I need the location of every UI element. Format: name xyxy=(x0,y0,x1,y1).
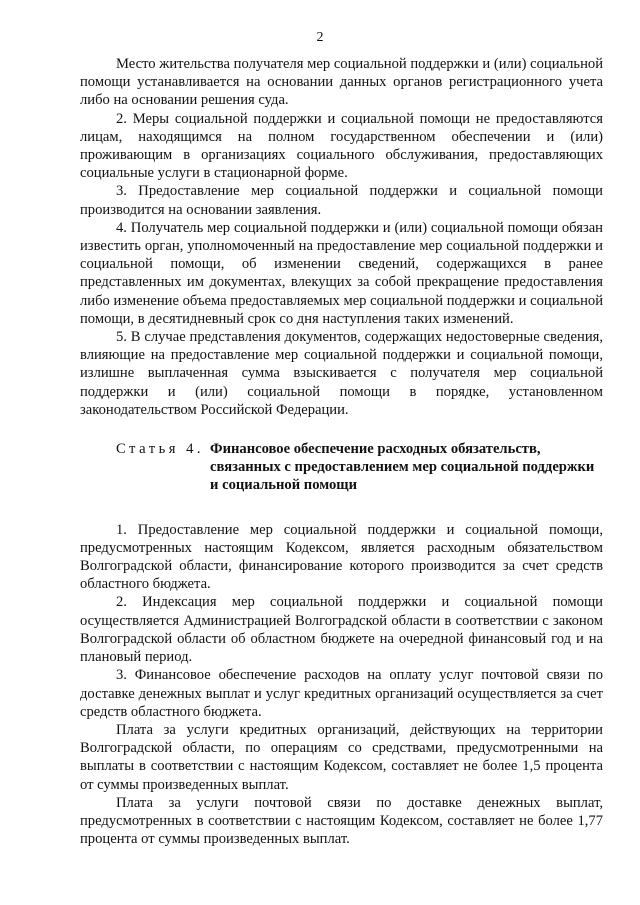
paragraph: 2. Индексация мер социальной поддержки и социальной помощи осуществляется Администрацией Волгоградской области в соответствии с законом Волгоградской области об областном бюджете на очередной финансовый год и на плановый период. xyxy=(80,594,603,666)
paragraph: 5. В случае представления документов, содержащих недостоверные сведения, влияющие на предоставление мер социальной поддержки и социальной помощи, излишне выплаченная сумма взыскивается с получателя мер социальной поддержки и (или) социальной помощи в порядке, установленном законодательством Российской Федерации. xyxy=(80,329,603,418)
paragraph: 4. Получатель мер социальной поддержки и (или) социальной помощи обязан известить орган, уполномоченный на предоставление мер социальной поддержки и социальной помощи, об изменении сведений, содержащихся в ранее представленных им документах, влекущих за собой прекращение предоставления либо изменение объема предоставляемых мер социальной поддержки и социальной помощи, в десятидневный срок со дня наступления таких изменений. xyxy=(80,219,603,327)
article-title-line: Финансовое обеспечение расходных обязательств, xyxy=(210,441,541,458)
document-body xyxy=(80,55,603,848)
article-title-line: связанных с предоставлением мер социальной поддержки xyxy=(210,459,595,476)
paragraph: Плата за услуги кредитных организаций, действующих на территории Волгоградской области, по операциям со средствами, предусмотренными на выплаты в соответствии с настоящим Кодексом, составляет не более 1,5 процента от суммы произведенных выплат. xyxy=(80,721,603,793)
paragraph: 2. Меры социальной поддержки и социальной помощи не предоставляются лицам, находящимся на полном государственном обеспечении и (или) проживающим в организациях социального обслуживания, предоставляющих социальные услуги в стационарной форме. xyxy=(80,110,603,182)
article-label: Статья 4. xyxy=(116,441,205,458)
paragraph: Плата за услуги почтовой связи по доставке денежных выплат, предусмотренных в соответствии с настоящим Кодексом, составляет не более 1,77 процента от суммы произведенных выплат. xyxy=(80,794,603,848)
paragraph: 3. Предоставление мер социальной поддержки и социальной помощи производится на основании заявления. xyxy=(80,183,603,218)
page-number: 2 xyxy=(316,30,324,45)
article-title xyxy=(204,440,594,495)
paragraph: 1. Предоставление мер социальной поддержки и социальной помощи, предусмотренных настоящим Кодексом, является расходным обязательством Волгоградской области, финансирование которого производится за счет средств областного бюджета. xyxy=(80,521,603,593)
article-title-line: и социальной помощи xyxy=(210,477,357,494)
paragraph: 3. Финансовое обеспечение расходов на оплату услуг почтовой связи по доставке денежных выплат и услуг кредитных организаций осуществляется за счет средств областного бюджета. xyxy=(80,667,603,720)
paragraph: Место жительства получателя мер социальной поддержки и (или) социальной помощи устанавливается на основании данных органов регистрационного учета либо на основании решения суда. xyxy=(80,56,603,109)
article-heading xyxy=(80,440,603,495)
